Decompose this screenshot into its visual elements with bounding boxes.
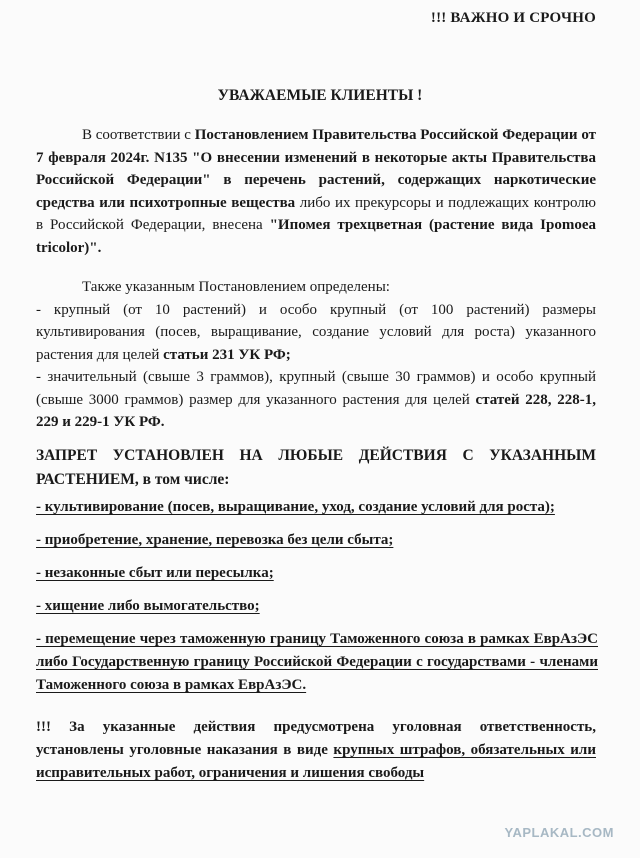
liability-warning: !!! За указанные действия предусмотрена уголовная ответственность, установлены уголовные наказания в виде крупных штрафов, обязательных или исправительных работ, ограничения и лишения свободы — [36, 719, 596, 781]
intro-text-c: либо их прекурсоры и подлежащих контролю в Российской Федерации, внесена — [36, 194, 596, 233]
ban-item: - хищение либо вымогательство; — [36, 598, 260, 614]
site-watermark: YAPLAKAL.COM — [504, 825, 614, 840]
ban-item: - приобретение, хранение, перевозка без цели сбыта; — [36, 532, 394, 548]
ban-item: - культивирование (посев, выращивание, уход, создание условий для роста); — [36, 499, 555, 515]
definition-item-weight: - значительный (свыше 3 граммов), крупный (свыше 30 граммов) и особо крупный (свыше 3000 граммов) размер для указанного растения для целей статей 228, 228-1, 229 и 229-1 УК РФ. — [36, 369, 597, 430]
intro-paragraph — [36, 124, 596, 259]
intro-text-a: В соответствии с — [82, 127, 195, 143]
urgent-header: !!! ВАЖНО И СРОЧНО — [430, 10, 596, 26]
definition-item-cultivation: - крупный (от 10 растений) и особо крупный (от 100 растений) размеры культивирования (посев, выращивание, создание условий для роста) указанного растения для целей статьи 231 УК РФ; — [36, 301, 596, 363]
ban-item: - незаконные сбыт или пересылка; — [36, 565, 274, 581]
intro-decree: Постановлением Правительства Российской Федерации от 7 февраля 2024г. N135 "О внесении изменений в некоторые акты Правительства Российской Федерации" в перечень растений, содержащих наркотические средства или психотропные вещества — [36, 127, 597, 211]
definitions-paragraph — [36, 276, 596, 434]
definitions-intro: Также указанным Постановлением определены: — [82, 279, 390, 295]
intro-plant-name: "Ипомея трехцветная (растение вида Ipomoea tricolor)". — [36, 217, 597, 256]
ban-list — [36, 496, 598, 707]
ban-item: - перемещение через таможенную границу Таможенного союза в рамках ЕврАзЭС либо Государственную границу Российской Федерации с государствами - членами Таможенного союза в рамках ЕврАзЭС. — [36, 631, 598, 693]
penalties-text: крупных штрафов, обязательных или исправительных работ, ограничения и лишения свободы — [36, 742, 596, 781]
ban-heading: ЗАПРЕТ УСТАНОВЛЕН НА ЛЮБЫЕ ДЕЙСТВИЯ С УКАЗАННЫМ РАСТЕНИЕМ, в том числе: — [36, 447, 596, 488]
page-title: УВАЖАЕМЫЕ КЛИЕНТЫ ! — [217, 87, 423, 104]
